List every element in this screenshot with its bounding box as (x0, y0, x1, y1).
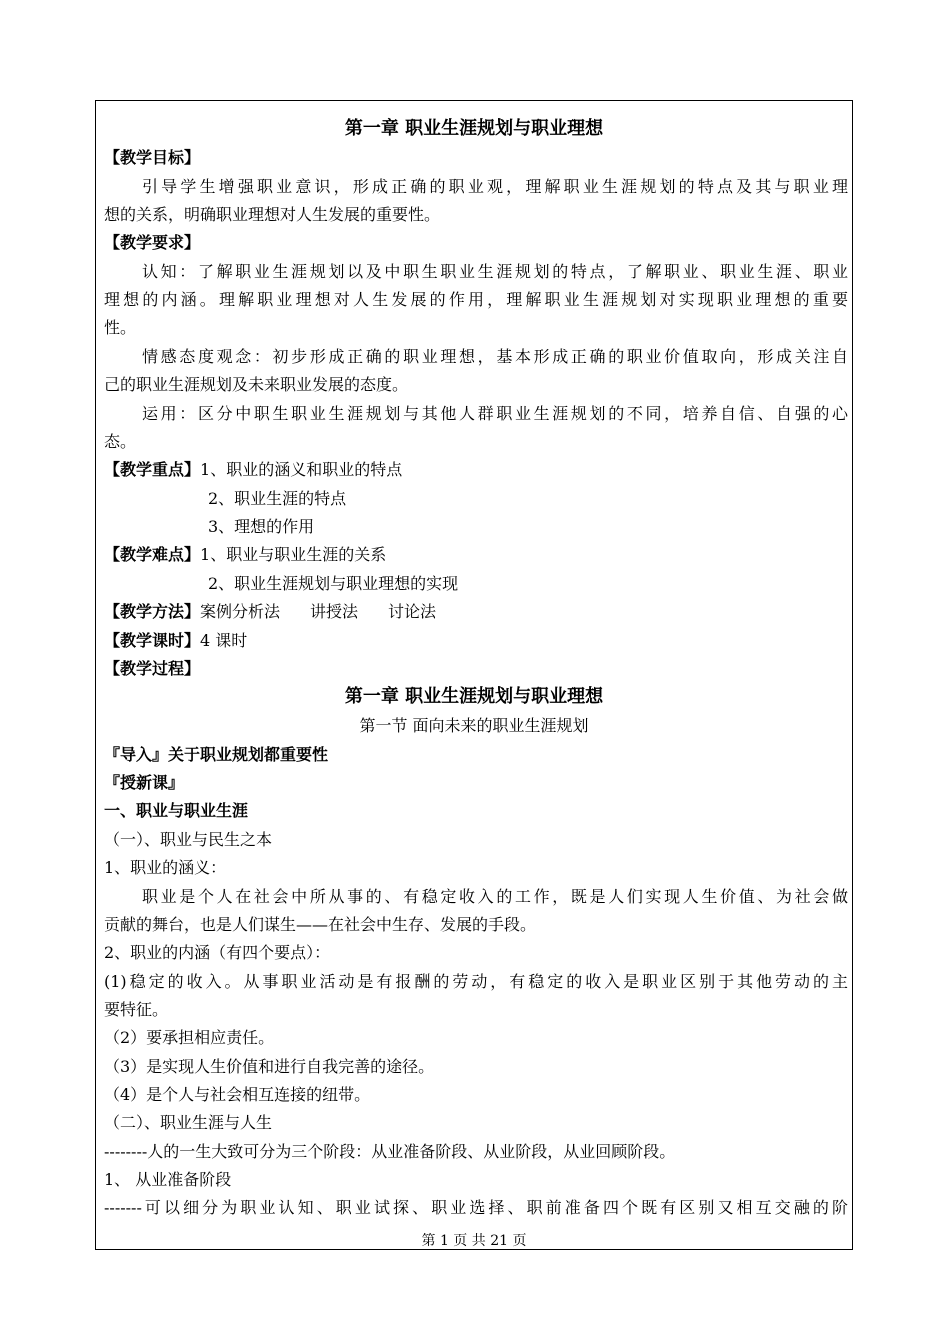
difficulties-row (104, 545, 848, 565)
paragraph: -------可以细分为职业认知、职业试探、职业选择、职前准备四个既有区别又相互交融的阶 (104, 1198, 848, 1217)
difficulty-item: 2、职业生涯规划与职业理想的实现 (208, 574, 459, 593)
paragraph: --------人的一生大致可分为三个阶段：从业准备阶段、从业阶段，从业回顾阶段。 (104, 1142, 676, 1161)
list-item: （2）要承担相应责任。 (104, 1028, 275, 1047)
paragraph: 1、职业的涵义： (104, 858, 227, 877)
difficulty-item: 1、职业与职业生涯的关系 (200, 545, 387, 564)
paragraph: 贡献的舞台，也是人们谋生——在社会中生存、发展的手段。 (104, 915, 537, 934)
requirements-text: 己的职业生涯规划及未来职业发展的态度。 (104, 375, 409, 394)
objectives-heading: 【教学目标】 (104, 148, 201, 167)
paragraph: (1)稳定的收入。从事职业活动是有报酬的劳动，有稳定的收入是职业区别于其他劳动的主 (104, 972, 848, 991)
paragraph: 2、职业的内涵（有四个要点）： (104, 943, 331, 962)
requirements-text: 理想的内涵。理解职业理想对人生发展的作用，理解职业生涯规划对实现职业理想的重要 (104, 290, 848, 309)
hours-row (104, 631, 848, 651)
objectives-text: 想的关系，明确职业理想对人生发展的重要性。 (104, 205, 441, 224)
paragraph: 职业是个人在社会中所从事的、有稳定收入的工作，既是人们实现人生价值、为社会做 (142, 887, 848, 906)
hours-heading: 【教学课时】 (104, 631, 201, 650)
requirements-text: 性。 (104, 318, 137, 337)
hours-value: 4 课时 (200, 631, 248, 650)
methods-heading: 【教学方法】 (104, 602, 201, 621)
requirements-text: 认知：了解职业生涯规划以及中职生职业生涯规划的特点，了解职业、职业生涯、职业 (142, 262, 848, 281)
key-points-heading: 【教学重点】 (104, 460, 201, 479)
key-points-row (104, 460, 848, 480)
method-item: 案例分析法 (200, 602, 281, 621)
page-title: 第一章 职业生涯规划与职业理想 (344, 118, 604, 139)
paragraph: 1、 从业准备阶段 (104, 1170, 232, 1189)
subsection-heading: （二）、职业生涯与人生 (104, 1113, 273, 1132)
methods-row (104, 602, 848, 622)
key-point-item: 2、职业生涯的特点 (208, 489, 347, 508)
process-heading: 【教学过程】 (104, 659, 201, 678)
intro-heading: 『导入』关于职业规划都重要性 (104, 745, 329, 764)
objectives-text: 引导学生增强职业意识，形成正确的职业观，理解职业生涯规划的特点及其与职业理 (142, 177, 848, 196)
list-item: （4）是个人与社会相互连接的纽带。 (104, 1085, 371, 1104)
list-item: （3）是实现人生价值和进行自我完善的途径。 (104, 1057, 435, 1076)
requirements-text: 运用：区分中职生职业生涯规划与其他人群职业生涯规划的不同，培养自信、自强的心 (142, 404, 848, 423)
method-item: 讲授法 (310, 602, 359, 621)
subsection-heading: （一）、职业与民生之本 (104, 830, 273, 849)
difficulties-heading: 【教学难点】 (104, 545, 201, 564)
requirements-text: 态。 (104, 432, 137, 451)
requirements-text: 情感态度观念：初步形成正确的职业理想，基本形成正确的职业价值取向，形成关注自 (142, 347, 848, 366)
section-heading: 一、职业与职业生涯 (104, 801, 249, 820)
requirements-heading: 【教学要求】 (104, 233, 201, 252)
page-number-footer: 第 1 页 共 21 页 (421, 1233, 527, 1249)
section-title: 第一节 面向未来的职业生涯规划 (359, 716, 589, 735)
chapter-title: 第一章 职业生涯规划与职业理想 (344, 686, 604, 707)
paragraph: 要特征。 (104, 1000, 169, 1019)
method-item: 讨论法 (388, 602, 437, 621)
key-point-item: 1、职业的涵义和职业的特点 (200, 460, 403, 479)
key-point-item: 3、理想的作用 (208, 517, 315, 536)
new-lesson-heading: 『授新课』 (104, 773, 185, 792)
